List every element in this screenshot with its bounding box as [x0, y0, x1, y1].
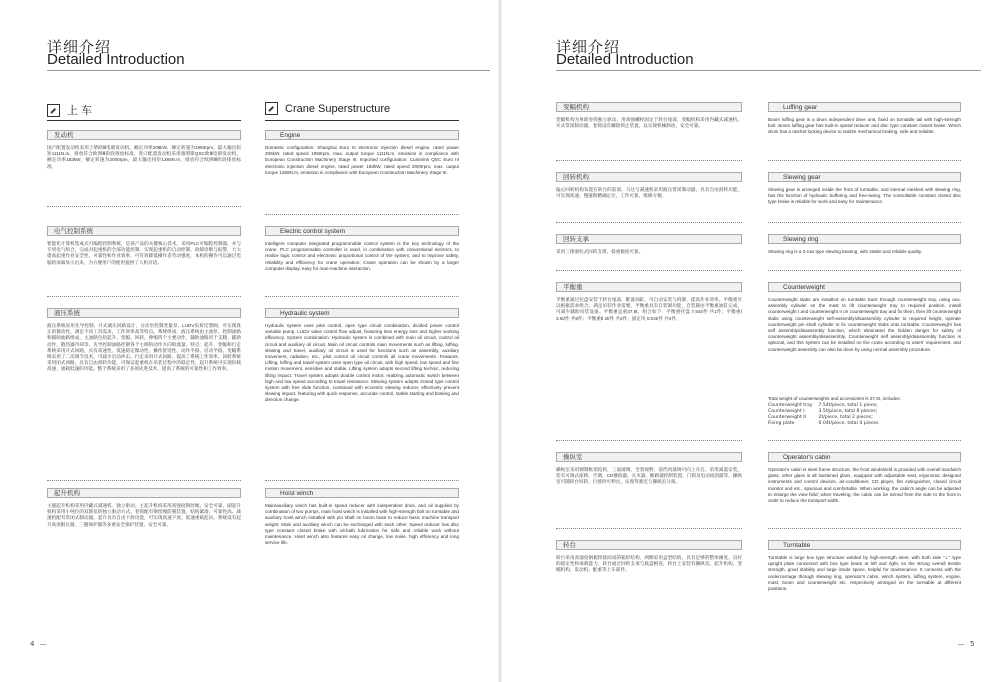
table-cell: Counterweight tray: [768, 403, 813, 408]
dotted-divider: [556, 222, 742, 223]
paragraph: Slewing gear is arranged inside the front of turntable, and internal meshed with slewing ring, has the function of hydraulic buffering and free-swing. The controllable constant closed disc type brake is reliable for work and easy for maintenance.: [768, 187, 961, 205]
paragraph: 国产配置发动机采用上柴欧Ⅲ电喷发动机，额定功率206kW，额定转速为1950rpm，最大输出扭矩1111N.m，排放符合欧洲Ⅲ阶段排放标准。进口配置发动机采用康明斯QSC欧Ⅲ电喷发动机，额定功率183kW，额定转速为2000rpm，最大输出扭矩1268N.m，排放符合欧洲Ⅲ阶段排放标准。: [47, 145, 241, 169]
dotted-divider: [47, 296, 241, 297]
paragraph: Turntable is large box type structure welded by high-strength steel, with both side "⊥" type upright plate connected with box type beam at left and right, so the strong overall tensile strength, good stability and large inside space, helpful for maintenance. It connects with the undercarriage through slewing ring, operator's cabin, winch system, luffing system, engine, mast, boom and counterweight etc. respectively arranged on the turntable at different positions.: [768, 555, 961, 592]
dotted-divider: [768, 528, 961, 529]
paragraph: Counterweight slabs are installed on turntable back through counterweight tray, using aux. assembly cylinder on the mast to lift counterweight tray to required position, install counterweight I and counterweight II on counterweight tray and fix them, then lift counterweight slabs using counterweight self-assembly/disassembly cylinder to required height, operate counterweight pin shaft cylinder to fix counterweight slabs onto turntable. Counterweight has self assembly/disassembly function, which eliminated the hidden danger for safety of counterweight assembly/disassembly. Counterweight self assembly/disassembly function is optional, and this system can be installed on the crane according to users' requirement, and counterweight assembly can also be done by using normal assembly procedure.: [768, 297, 961, 352]
dotted-divider: [556, 528, 742, 529]
heading-box: Slewing ring: [768, 234, 961, 244]
right-title-en: Detailed Introduction: [556, 51, 694, 68]
paragraph: 采用三排滚柱式回转支撑，稳重极度可靠。: [556, 249, 644, 254]
paragraph: Slewing ring is a 3-row type slewing bearing, with stable and reliable quality.: [768, 249, 923, 254]
heading-box: 转台: [556, 540, 742, 550]
heading-box: 回转机构: [556, 172, 742, 182]
section-header-en: [265, 102, 390, 115]
paragraph: 平衡重通过托盘安装于转台尾部，配备油缸，可自动安装与拆卸，提高作业效率。平衡重可以根据需求组合，满足吊装作业需要。平衡重具有自装卸功能，自装卸由平衡重油缸完成，可减少辅助吊装设备。平衡重总重37.6t，组合如下：平衡重托盘 7.54t/件 共1件；平衡重Ⅰ 3.5t/件 共8件；平衡重Ⅱ 2t/件 共2件；固定块 0.04t/件 共4件。: [556, 297, 742, 321]
page-number-rule: [958, 644, 964, 645]
page-number-left: [30, 640, 46, 648]
heading-box: 液压系统: [47, 308, 241, 318]
paragraph: Main/auxiliary winch has built-in speed reducer with independent drive, and oil supplied by combination of two pumps, main hoist winch is installed with high-strength bolt on turntable and auxiliary hoist winch installed with pin shaft on boom base to reduce basic machine transport weight. Main and auxiliary winch can be exchanged with each other. Speed reducer has disc type constant closed brake with oil-bath lubrication for safe and reliable work without maintenance. Hoist winch also features easy oil change, low noise, high efficiency and long service life.: [265, 503, 459, 546]
checkbox-icon: [47, 104, 60, 117]
paragraph: 操纵室采用钢制框架结构，三面玻璃，全景视野，前挡风玻璃可向上开启，采用减震安装，装有可调式座椅、空调、CD播放器、灭火器、断路器控制装置、门锁及电动雨刮器等，操纵室可随转台回转，行驶时可伸出，实现驾驶室与操纵室分离。: [556, 467, 742, 485]
dotted-divider: [768, 270, 961, 271]
paragraph: 变幅机构为单联卷筒独立驱动，用高强螺栓固定于转台尾部，变幅机构采用内藏式减速机，开式常闭制动器，卷筒设有棘轮锁止装置，以实现机械制动，安全可靠。: [556, 117, 742, 129]
heading-box: Electric control system: [265, 226, 459, 236]
heading-box: Luffing gear: [768, 102, 961, 112]
heading-box: Hoist winch: [265, 488, 459, 498]
page-number: 4: [30, 640, 35, 648]
section-title-cn: 上 车: [67, 105, 93, 117]
dotted-divider: [768, 440, 961, 441]
table-cell: Counterweight I: [768, 409, 805, 414]
page-number-rule: [40, 644, 46, 645]
heading-box: Slewing gear: [768, 172, 961, 182]
table-cell: 0.04t/piece, total 4 pieces: [818, 421, 879, 426]
dotted-divider: [768, 160, 961, 161]
paragraph: Operator's cabin is steel frame structure, the front windshield is provided with overall sandwich glass, other glass is all hardened glass, equipped with adjustable seat, ergonomic designed instruments and control devices, air-conditioner, CD player, fire extinguisher, closed circuit monitor and etc., spacious and comfortable. When working, the cabin's angle can be adjusted to enlarge the view field; when traveling, the cabin can be turned from the side to the front in order to reduce the transport width.: [768, 467, 961, 504]
section-header-cn: [47, 102, 92, 118]
paragraph: 智能化计算机集成式可编程控制系统，是该产品的关键核心技术，采用PLC可编程控制器，并与专用电气组合，完成对起重机的全部功能控制，实现起重机的自动控制、故障诊断与报警，大大提高起重作业安全性、可靠性和作业效率，可有效降低操作者劳动强度，本机的操作可以通过电脑的屏幕显示出来，为方便用户的使用提供了人机对话。: [47, 241, 241, 265]
paragraph: Hydraulic system uses pilot control, open type circuit combination, divided power control variable pump, LUDV valve control flow adjust, featuring less energy loss and higher working efficiency. System combination: Hydraulic system is combined with main oil circuit, control oil circuit and auxiliary oil circuit. Main oil circuit controls main movements such as lifting, luffing, slewing and travel, auxiliary oil circuit is used for functions such as assembly, auxiliary movement, radiation, etc., pilot control oil circuit controls all crane movements. Features: Lifting, luffing and travel system uses open type oil circuit, with high speed, low speed and fine motion movement, sensitive and stable. Lifting system adopts second lifting technic, reducing lifting impact. Travel system adopts double control motor, realizing automatic switch between high and low speed according to travel resistance. Slewing system adopts closed type control system with free slide function, combined with eccentric slewing reducer, effectively prevent slewing impact, featuring with quick response, accurate control, stable starting and braking and direction change.: [265, 323, 459, 403]
paragraph: Intelligent computer integrated programmable control system is the key technology of the crane. PLC programmable controller is used, in combination with conventional electrics, to realize logic control and electronic proportional control of the system, and to improve safety, reliability and efficiency for crane operation. Crane operation can be shown by a larger computer display, easy for man-machine interaction.: [265, 241, 459, 271]
section-underline-en: [265, 120, 459, 121]
paragraph: Boom luffing gear is a drum independent drive unit, fixed on turntable tail with high-strength bolt. Boom luffing gear has built-in speed reducer and disc type constant closed brake. Winch drum has a ratchet locking device to realize mechanical braking, safe and reliable.: [768, 117, 961, 135]
right-title-cn: 详细介绍: [556, 38, 621, 56]
right-header-rule: [556, 70, 981, 71]
dotted-divider: [265, 296, 459, 297]
paragraph: 液压系统采用先导控制，开式液压回路设计，分动泵控制变量泵，LUDV负荷反馈阀，可实现真正的微动性，满足不同工况需求，工作效率高等特点。系统组成：液压系统由主油泵、控制油路和辅助油路组成，主油路包括起升、变幅、回转、伸缩四个主要动作，辅助油路用于支腿、辅助动作、散热器冷却等，先导控制油路控制各个主阀的动作方向和流量。特点：起升、变幅和行走系统采用开式回路，具有高速性、低速稳定微动性、操作舒适性、动作平稳、启动平稳。变幅系统采用了二次调节技术，可减少启动冲击。行走采用开式回路，提高了系统工作效率。回转系统采用闭式回路，具有自由滑转功能，可保证起重机在吊装过程中的稳定性。起升系统可实现轻载高速、重载低速的功能。整个系统采用了多项先进技术，提高了系统的可靠性和工作效率。: [47, 323, 241, 372]
paragraph: 主副起升机构采用内藏式减速机、独立驱动。主起升机构采用高强度钢丝绳，安全可靠，副起升机构采用小吨位的双联泵的独立驱动方式。卷筒配有钢丝绳防脱装置，结构紧凑、可靠性高。减速机配有常闭式制动器，起升具有自由下放功能，可实现高速下放、低速重载起吊。系统设有起升高度限位器、三圈保护器等多重安全保护装置，安全可靠。: [47, 503, 241, 527]
table-cell: Counterweight II: [768, 415, 807, 420]
left-header-rule: [47, 70, 490, 71]
table-cell: Fixing plate: [768, 421, 795, 426]
dotted-divider: [265, 214, 459, 215]
left-title-en: Detailed Introduction: [47, 51, 185, 68]
page-number-right: [958, 640, 974, 648]
heading-box: 发动机: [47, 130, 241, 140]
paragraph: Domestic configuration: Shanghai Euro III electronic injection diesel engine, rated power 206kW, rated speed 1950rpm, max. output torque 1111N.m, emission in compliance with European Construction Machinery Stage III. Imported configuration: Cummins QSC Euro III electronic injection diesel engine, rated power 183kW, rated speed 2000rpm, max. output torque 1268N.m, emission in compliance with European Construction Machinery Stage III.: [265, 145, 459, 175]
dotted-divider: [768, 222, 961, 223]
dotted-divider: [47, 480, 241, 481]
section-title-en: Crane Superstructure: [285, 102, 391, 115]
counterweight-table: [768, 403, 885, 427]
heading-box: 变幅机构: [556, 102, 742, 112]
dotted-divider: [556, 270, 742, 271]
dotted-divider: [556, 440, 742, 441]
section-underline-cn: [47, 120, 241, 121]
heading-box: 操纵室: [556, 452, 742, 462]
table-row: [768, 421, 885, 427]
paragraph: 转台采用高强度钢板焊接而成的箱形结构，两侧采用盒型结构，具有足够的整体刚度、良好的稳定性和承载能力，转台通过回转支承与底盘相连，转台上安装有操纵室、起升机构、变幅机构、发动机、配重等上车部件。: [556, 555, 742, 573]
left-title-cn: 详细介绍: [47, 38, 112, 56]
heading-box: Operator's cabin: [768, 452, 961, 462]
checkbox-icon: [265, 102, 278, 115]
heading-box: Hydraulic system: [265, 308, 459, 318]
dotted-divider: [265, 480, 459, 481]
heading-box: 起升机构: [47, 488, 241, 498]
table-cell: 2t/piece, total 2 pieces;: [818, 415, 873, 420]
heading-box: Turntable: [768, 540, 961, 550]
heading-box: 回转支承: [556, 234, 742, 244]
paragraph: 偏心回转机构布置在转台的前部，马达与减速机采用液压常闭制动器，具有自由滑转功能，可实现高速、慢速和精确定位，工作可靠，维修方便。: [556, 187, 742, 199]
heading-box: Counterweight: [768, 282, 961, 292]
heading-box: 平衡重: [556, 282, 742, 292]
heading-box: Engine: [265, 130, 459, 140]
page-number: 5: [970, 640, 975, 648]
counterweight-list-intro: Total weight of counterweights and accessories is 37.6t, includes:: [768, 396, 901, 401]
table-cell: 7.54t/piece, total 1 piece;: [818, 403, 878, 408]
dotted-divider: [556, 160, 742, 161]
dotted-divider: [47, 206, 241, 207]
page-fold: [498, 0, 502, 682]
heading-box: 电气控制系统: [47, 226, 241, 236]
table-cell: 3.5t/piece, total 8 pieces;: [818, 409, 878, 414]
